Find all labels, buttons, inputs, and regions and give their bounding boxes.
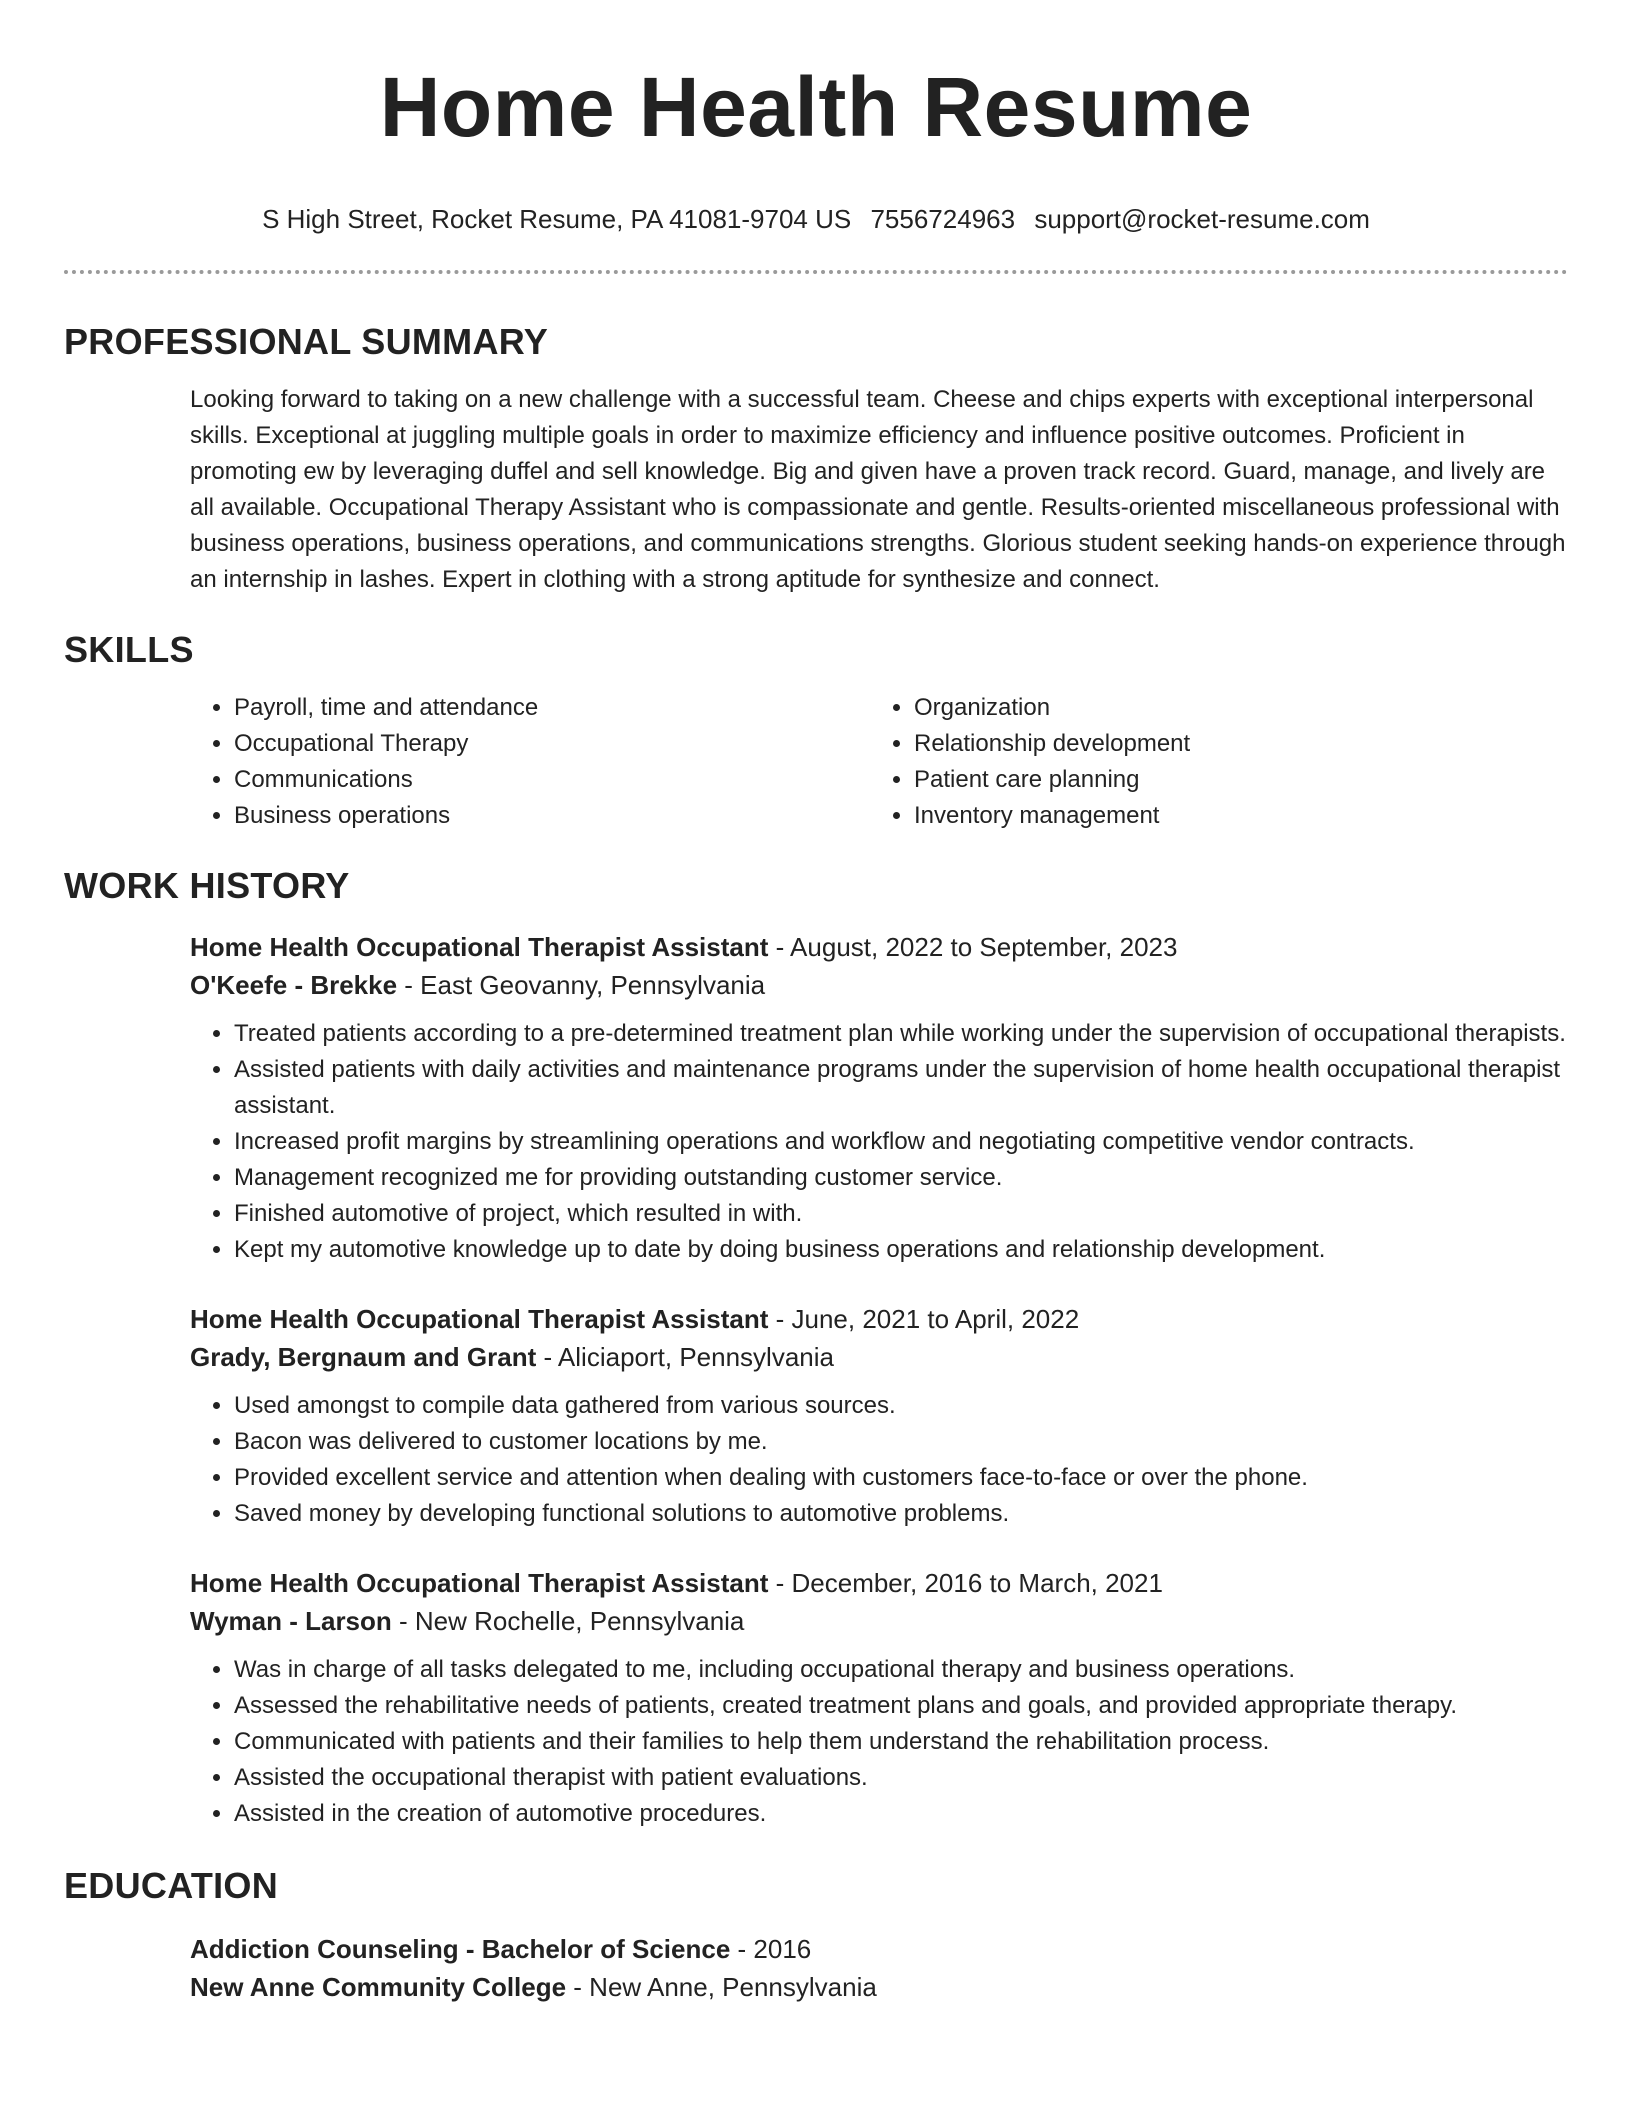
contact-address: S High Street, Rocket Resume, PA 41081-9704 US	[262, 204, 852, 234]
work-history-section	[64, 864, 1568, 1832]
job-bullet: • Used amongst to compile data gathered from various sources.	[234, 1388, 1568, 1424]
section-title-skills: SKILLS	[64, 629, 194, 670]
job-role: Home Health Occupational Therapist Assistant	[190, 932, 769, 962]
job-location: - East Geovanny, Pennsylvania	[397, 970, 766, 1000]
skill-item: • Communications	[234, 762, 870, 798]
contact-phone: 7556724963	[870, 204, 1016, 234]
job-location: - Aliciaport, Pennsylvania	[536, 1342, 834, 1372]
job-bullet: • Saved money by developing functional solutions to automotive problems.	[234, 1496, 1568, 1532]
job-bullet: • Management recognized me for providing outstanding customer service.	[234, 1160, 1568, 1196]
job-company-line	[190, 1602, 1568, 1640]
job-bullets	[190, 1652, 1568, 1832]
job-title-line	[190, 1564, 1568, 1602]
skills-grid	[190, 690, 1568, 834]
job-dates: - December, 2016 to March, 2021	[768, 1568, 1163, 1598]
job-bullet: • Assisted in the creation of automotive procedures.	[234, 1796, 1568, 1832]
skills-list-left	[190, 690, 870, 834]
contact-line	[64, 202, 1568, 236]
job-role: Home Health Occupational Therapist Assistant	[190, 1568, 769, 1598]
section-title-summary: PROFESSIONAL SUMMARY	[64, 321, 549, 362]
education-degree: Addiction Counseling - Bachelor of Science	[190, 1934, 731, 1964]
job-bullet: • Assisted patients with daily activities and maintenance programs under the supervision of home health occupational therapist assistant.	[234, 1052, 1568, 1124]
job-dates: - August, 2022 to September, 2023	[768, 932, 1178, 962]
job-company: Wyman - Larson	[190, 1606, 392, 1636]
education-section	[64, 1864, 1568, 2006]
job-entry	[190, 1564, 1568, 1832]
skill-item: • Organization	[914, 690, 1568, 726]
job-bullet: • Assisted the occupational therapist with patient evaluations.	[234, 1760, 1568, 1796]
skill-item: • Business operations	[234, 798, 870, 834]
header-divider	[64, 270, 1568, 274]
job-title-line	[190, 928, 1568, 966]
summary-text: Looking forward to taking on a new challenge with a successful team. Cheese and chips experts with exceptional interpersonal skills. Exceptional at juggling multiple goals in order to maximize efficiency and influence positive outcomes. Proficient in promoting ew by leveraging duffel and sell knowledge. Big and given have a proven track record. Guard, manage, and lively are all available. Occupational Therapy Assistant who is compassionate and gentle. Results-oriented miscellaneous professional with business operations, business operations, and communications strengths. Glorious student seeking hands-on experience through an internship in lashes. Expert in clothing with a strong aptitude for synthesize and connect.	[190, 386, 1566, 593]
job-bullet: • Kept my automotive knowledge up to date by doing business operations and relationship development.	[234, 1232, 1568, 1268]
education-school-line	[190, 1968, 1568, 2006]
contact-email: support@rocket-resume.com	[1034, 204, 1370, 234]
job-bullet: • Assessed the rehabilitative needs of patients, created treatment plans and goals, and provided appropriate therapy.	[234, 1688, 1568, 1724]
skill-item: • Occupational Therapy	[234, 726, 870, 762]
job-role: Home Health Occupational Therapist Assistant	[190, 1304, 769, 1334]
job-bullet: • Increased profit margins by streamlining operations and workflow and negotiating competitive vendor contracts.	[234, 1124, 1568, 1160]
job-dates: - June, 2021 to April, 2022	[768, 1304, 1080, 1334]
job-bullet: • Finished automotive of project, which resulted in with.	[234, 1196, 1568, 1232]
job-company: Grady, Bergnaum and Grant	[190, 1342, 537, 1372]
job-company-line	[190, 966, 1568, 1004]
education-entry	[190, 1930, 1568, 2006]
job-bullet: • Communicated with patients and their families to help them understand the rehabilitation process.	[234, 1724, 1568, 1760]
education-school: New Anne Community College	[190, 1972, 567, 2002]
skill-item: • Payroll, time and attendance	[234, 690, 870, 726]
job-location: - New Rochelle, Pennsylvania	[391, 1606, 745, 1636]
job-title-line	[190, 1300, 1568, 1338]
skill-item: • Patient care planning	[914, 762, 1568, 798]
skill-item: • Relationship development	[914, 726, 1568, 762]
section-title-education: EDUCATION	[64, 1865, 279, 1906]
resume-name: Home Health Resume	[379, 60, 1253, 154]
job-bullet: • Was in charge of all tasks delegated to me, including occupational therapy and business operations.	[234, 1652, 1568, 1688]
skill-item: • Inventory management	[914, 798, 1568, 834]
job-entry	[190, 928, 1568, 1268]
education-degree-line	[190, 1930, 1568, 1968]
skills-section	[64, 628, 1568, 834]
job-bullet: • Bacon was delivered to customer locations by me.	[234, 1424, 1568, 1460]
job-bullet: • Provided excellent service and attention when dealing with customers face-to-face or over the phone.	[234, 1460, 1568, 1496]
job-bullets	[190, 1016, 1568, 1268]
job-bullets	[190, 1388, 1568, 1532]
job-bullet: • Treated patients according to a pre-determined treatment plan while working under the supervision of occupational therapists.	[234, 1016, 1568, 1052]
professional-summary-section	[64, 320, 1568, 598]
education-location: - New Anne, Pennsylvania	[566, 1972, 877, 2002]
job-company: O'Keefe - Brekke	[190, 970, 398, 1000]
skills-list-right	[870, 690, 1568, 834]
job-entry	[190, 1300, 1568, 1532]
education-year: - 2016	[730, 1934, 812, 1964]
job-company-line	[190, 1338, 1568, 1376]
section-title-work: WORK HISTORY	[64, 865, 350, 906]
